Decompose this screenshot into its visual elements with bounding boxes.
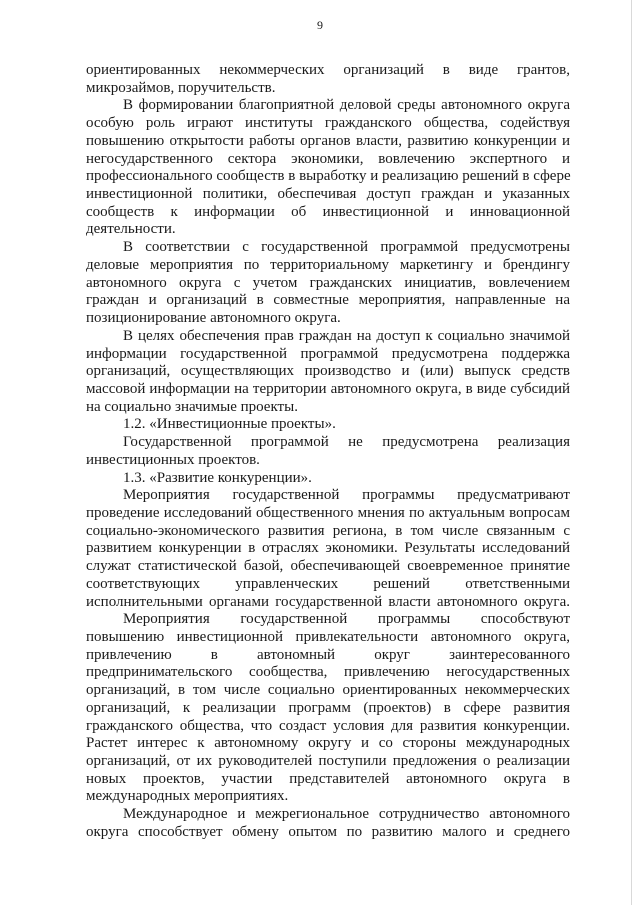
- text-line: соответствующих управленческих решений ответственными: [86, 575, 570, 592]
- text-line: Растет интерес к автономному округу и со стороны международных: [86, 735, 570, 752]
- text-line: негосударственного сектора экономики, вовлечению экспертного и: [86, 150, 570, 167]
- text-line: информации государственной программой предусмотрена поддержка: [86, 345, 570, 362]
- text-line: В целях обеспечения прав граждан на доступ к социально значимой: [123, 327, 570, 344]
- text-line: международных мероприятиях.: [86, 788, 289, 805]
- text-line: инвестиционных проектов.: [86, 451, 260, 468]
- text-line: организаций, к реализации программ (проектов) в сфере развития: [86, 699, 570, 716]
- text-line: развитием конкуренции в отраслях экономики. Результаты исследований: [86, 540, 570, 557]
- page-number: 9: [317, 18, 323, 32]
- text-line: В формировании благоприятной деловой среды автономного округа: [123, 97, 570, 114]
- text-line: массовой информации на территории автономного округа, в виде субсидий: [86, 380, 570, 397]
- text-line: автономного округа с учетом гражданских инициатив, вовлечением: [86, 274, 570, 291]
- text-line: Мероприятия государственной программы способствуют: [123, 611, 570, 628]
- text-line: ориентированных некоммерческих организаций в виде грантов,: [86, 62, 570, 78]
- text-line: деловые мероприятия по территориальному маркетингу и брендингу: [86, 256, 570, 273]
- text-line: Мероприятия государственной программы предусматривают: [123, 487, 570, 504]
- text-line: округа способствует обмену опытом по развитию малого и среднего: [86, 823, 570, 840]
- text-line: граждан и организаций в совместные мероприятия, направленные на: [86, 292, 570, 309]
- text-line: исполнительными органами государственной власти автономного округа.: [86, 593, 570, 610]
- text-line: организаций, от их руководителей поступили предложения о реализации: [86, 753, 570, 770]
- text-line: повышению инвестиционной привлекательности автономного округа,: [86, 629, 570, 645]
- text-line: предпринимательского сообщества, привлечению негосударственных: [86, 664, 570, 681]
- text-line: сообществ к информации об инвестиционной и инновационной: [86, 203, 570, 220]
- scan-edge-line: [631, 0, 632, 905]
- text-line: Государственной программой не предусмотрена реализация: [123, 434, 570, 451]
- text-line: микрозаймов, поручительств.: [86, 79, 276, 96]
- text-line: повышению открытости работы органов власти, развитию конкуренции и: [86, 132, 570, 149]
- text-line: инвестиционной политики, обеспечивая доступ граждан и указанных: [86, 186, 570, 203]
- text-line: организаций, осуществляющих производство и (или) выпуск средств: [86, 363, 570, 380]
- text-line: новых проектов, участии представителей автономного округа в: [86, 770, 570, 787]
- text-line: В соответствии с государственной программой предусмотрены: [123, 239, 570, 256]
- text-line: 1.3. «Развитие конкуренции».: [123, 469, 312, 486]
- text-line: социально-экономического развития региона, в том числе связанным с: [86, 522, 570, 539]
- text-line: деятельности.: [86, 221, 176, 238]
- text-line: проведение исследований общественного мнения по актуальным вопросам: [86, 504, 570, 521]
- text-line: позиционирование автономного округа.: [86, 310, 341, 327]
- text-line: привлечению в автономный округ заинтересованного: [86, 646, 570, 663]
- text-line: профессионального сообществ в выработку и реализацию решений в сфере: [86, 168, 571, 185]
- text-line: служат статистической базой, обеспечивающей своевременное принятие: [86, 558, 570, 575]
- text-line: особую роль играют институты гражданского общества, содействуя: [86, 115, 570, 132]
- text-line: гражданского общества, что создаст условия для развития конкуренции.: [86, 717, 570, 734]
- document-body: [86, 62, 570, 842]
- text-line: на социально значимые проекты.: [86, 398, 298, 415]
- text-line: 1.2. «Инвестиционные проекты».: [123, 416, 336, 433]
- text-line: организаций, в том числе социально ориентированных некоммерческих: [86, 682, 570, 699]
- text-line: Международное и межрегиональное сотрудничество автономного: [123, 806, 570, 823]
